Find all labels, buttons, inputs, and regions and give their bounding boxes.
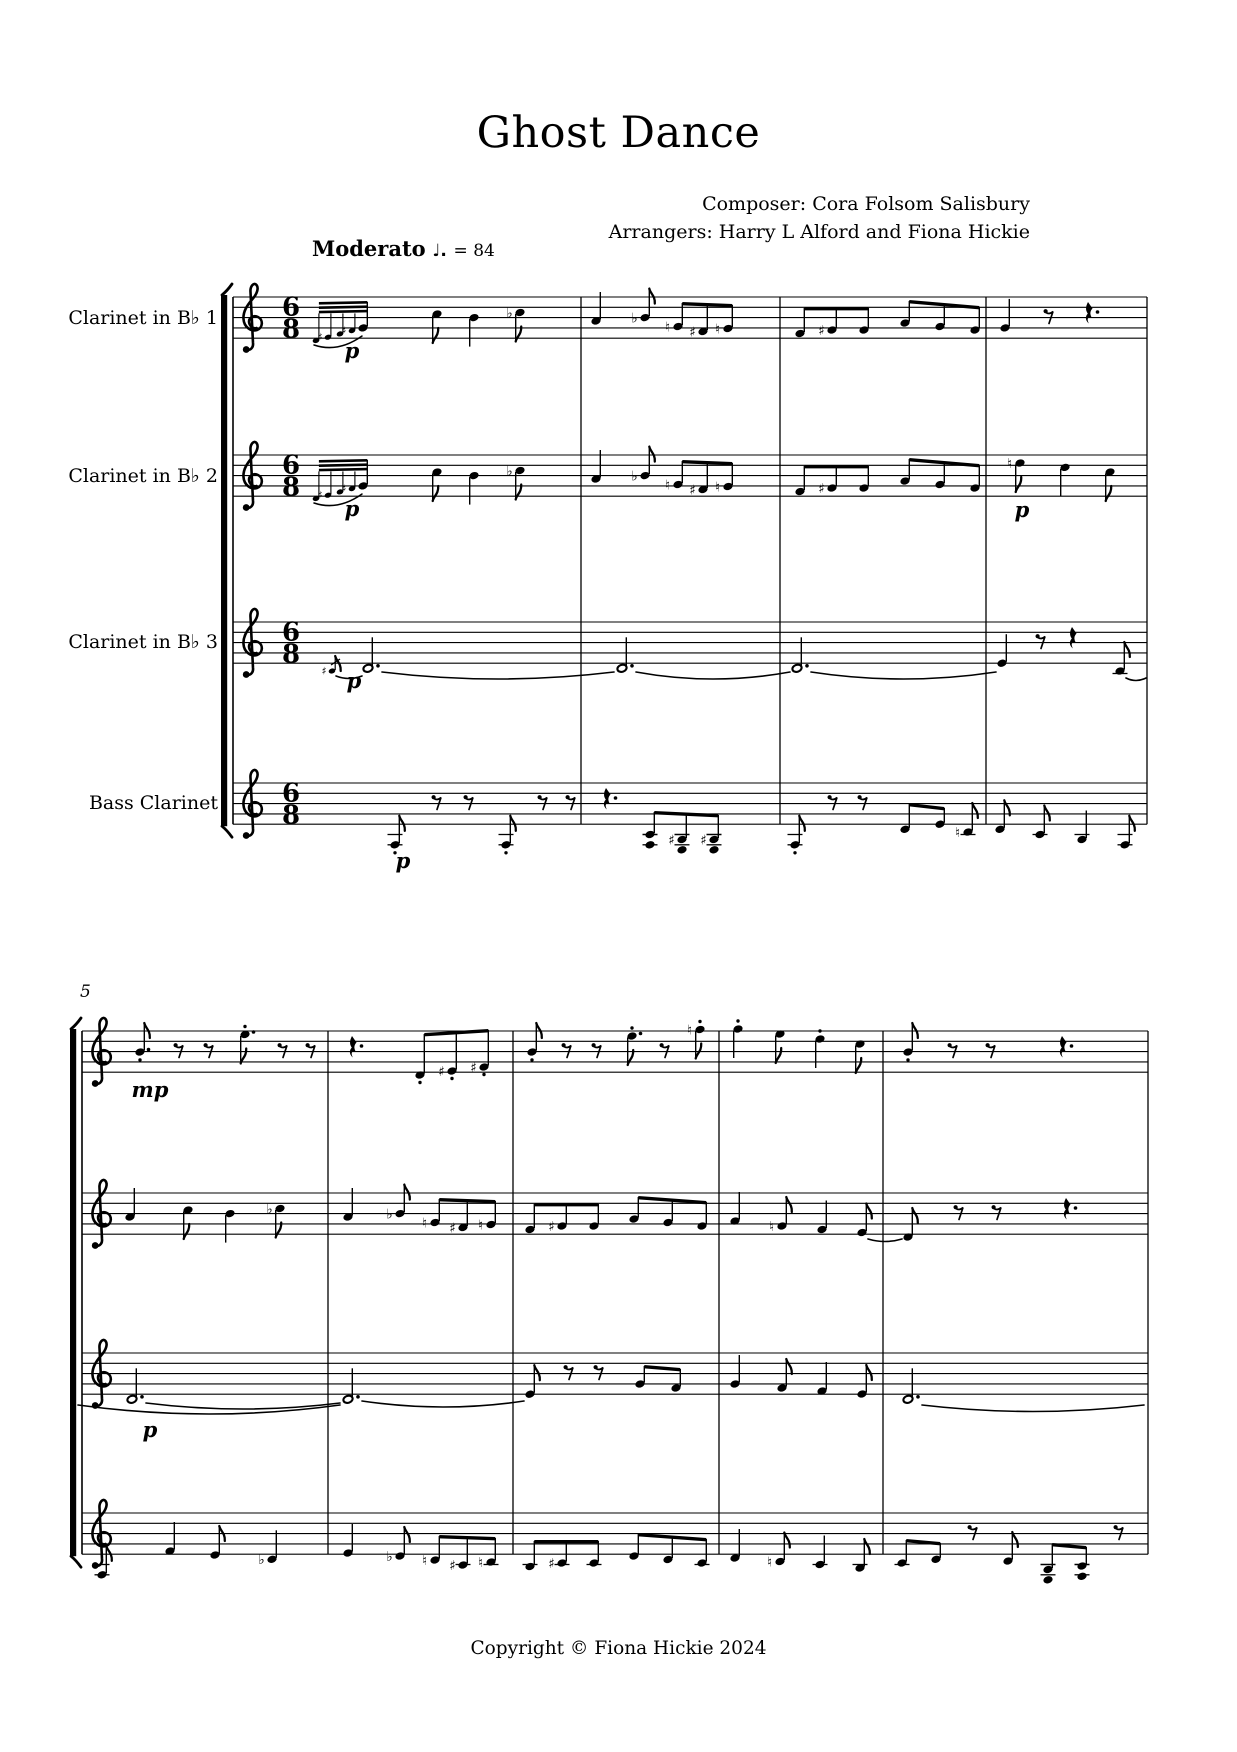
svg-text:♮: ♮	[955, 824, 960, 841]
svg-text:8: 8	[281, 800, 301, 831]
svg-text:mp: mp	[131, 1077, 169, 1102]
svg-text:♯: ♯	[341, 483, 347, 496]
svg-text:6: 6	[281, 778, 301, 809]
svg-text:♯: ♯	[548, 1555, 555, 1572]
svg-text:♯: ♯	[470, 1059, 477, 1076]
svg-text:♭: ♭	[386, 1548, 393, 1565]
svg-text:♮: ♮	[687, 1022, 692, 1039]
svg-text:♮: ♮	[665, 477, 670, 494]
svg-text:♮: ♮	[767, 1554, 772, 1571]
svg-text:♮: ♮	[1007, 455, 1012, 472]
svg-text:♭: ♭	[258, 1552, 265, 1569]
tempo-bpm: = 84	[453, 241, 495, 261]
svg-text:♯: ♯	[317, 331, 323, 344]
svg-text:p: p	[142, 1417, 158, 1442]
instrument-label-clarinet1: Clarinet in B♭ 1	[68, 307, 218, 329]
svg-text:♭: ♭	[266, 1201, 273, 1218]
instrument-label-bass-clarinet: Bass Clarinet	[88, 792, 218, 814]
svg-text:♯: ♯	[818, 322, 825, 339]
svg-text:♯: ♯	[438, 1063, 445, 1080]
svg-text:6: 6	[281, 292, 301, 323]
svg-text:♮: ♮	[665, 319, 670, 336]
svg-text:6: 6	[281, 450, 301, 481]
svg-text:p: p	[1014, 497, 1030, 522]
svg-text:♭: ♭	[631, 310, 638, 327]
score-title: Ghost Dance	[476, 108, 761, 158]
tempo-note-icon: ♩.	[432, 241, 447, 261]
svg-text:♮: ♮	[422, 1552, 427, 1569]
svg-text:♯: ♯	[689, 482, 696, 499]
svg-text:♭: ♭	[506, 305, 513, 322]
svg-text:♯: ♯	[818, 480, 825, 497]
instrument-label-clarinet2: Clarinet in B♭ 2	[68, 465, 218, 487]
svg-text:♮: ♮	[769, 1218, 774, 1235]
svg-text:♯: ♯	[700, 832, 707, 849]
svg-text:♮: ♮	[715, 321, 720, 338]
svg-text:8: 8	[281, 314, 301, 345]
svg-text:p: p	[344, 338, 360, 363]
copyright-line: Copyright © Fiona Hickie 2024	[470, 1638, 767, 1659]
svg-text:6: 6	[281, 617, 301, 648]
instrument-label-clarinet3: Clarinet in B♭ 3	[68, 631, 218, 653]
measure-number: 5	[80, 982, 91, 1002]
svg-text:♯: ♯	[548, 1218, 555, 1235]
svg-text:♯: ♯	[341, 325, 347, 338]
svg-text:p: p	[346, 668, 362, 693]
svg-text:♯: ♯	[449, 1557, 456, 1574]
svg-text:♮: ♮	[715, 479, 720, 496]
tempo-word: Moderato	[312, 236, 426, 261]
svg-text:♭: ♭	[506, 463, 513, 480]
svg-text:♮: ♮	[478, 1217, 483, 1234]
svg-text:p: p	[344, 496, 360, 521]
svg-text:♯: ♯	[668, 832, 675, 849]
svg-text:p: p	[395, 848, 411, 873]
composer-line: Composer: Cora Folsom Salisbury	[702, 193, 1030, 215]
svg-text:♭: ♭	[386, 1206, 393, 1223]
svg-text:♯: ♯	[689, 324, 696, 341]
svg-text:8: 8	[281, 639, 301, 670]
svg-text:♭: ♭	[631, 468, 638, 485]
svg-text:8: 8	[281, 472, 301, 503]
svg-text:♯: ♯	[449, 1220, 456, 1237]
svg-text:♯: ♯	[317, 489, 323, 502]
svg-text:♮: ♮	[478, 1554, 483, 1571]
svg-text:♯: ♯	[321, 665, 327, 678]
svg-text:♮: ♮	[422, 1215, 427, 1232]
arrangers-line: Arrangers: Harry L Alford and Fiona Hickie	[608, 221, 1030, 243]
